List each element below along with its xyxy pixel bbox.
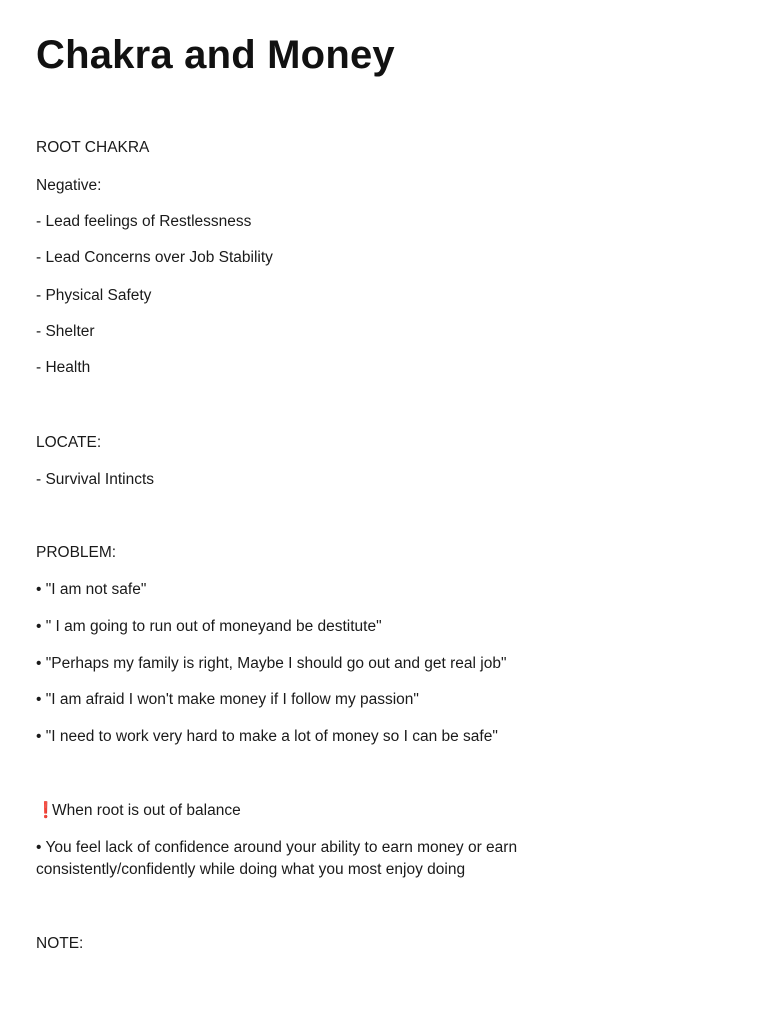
- negative-item: - Physical Safety: [36, 287, 152, 304]
- negative-item: - Lead Concerns over Job Stability: [36, 249, 273, 266]
- negative-item: - Lead feelings of Restlessness: [36, 213, 252, 230]
- problem-label: PROBLEM:: [36, 544, 117, 561]
- warning-heading: [36, 800, 241, 822]
- page-title: Chakra and Money: [36, 33, 395, 77]
- problem-item: • "Perhaps my family is right, Maybe I should go out and get real job": [36, 655, 507, 672]
- exclamation-icon: ❗: [36, 802, 56, 819]
- locate-item: - Survival Intincts: [36, 471, 155, 488]
- locate-label: LOCATE:: [36, 434, 102, 451]
- root-chakra-heading: ROOT CHAKRA: [36, 139, 150, 156]
- warning-item: • You feel lack of confidence around your ability to earn money or earn consistently/confidently while doing what you most enjoy doing: [36, 839, 518, 878]
- warning-label: When root is out of balance: [52, 802, 241, 819]
- negative-label: Negative:: [36, 177, 102, 194]
- problem-item: • "I am afraid I won't make money if I follow my passion": [36, 691, 419, 708]
- note-label: NOTE:: [36, 935, 84, 952]
- problem-item: • "I am not safe": [36, 581, 147, 598]
- negative-item: - Shelter: [36, 323, 95, 340]
- problem-item: • " I am going to run out of moneyand be destitute": [36, 618, 382, 635]
- problem-item: • "I need to work very hard to make a lot of money so I can be safe": [36, 728, 498, 745]
- negative-item: - Health: [36, 359, 91, 376]
